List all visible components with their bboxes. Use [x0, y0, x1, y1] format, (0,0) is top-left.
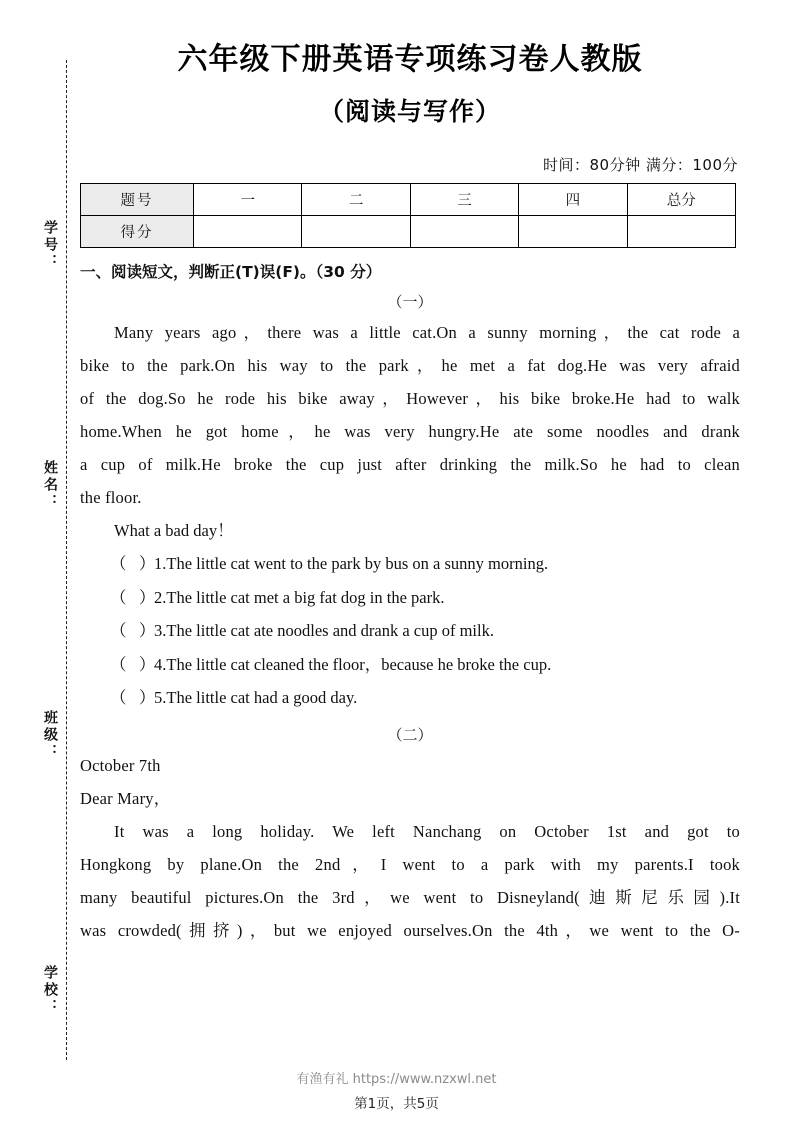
section-one-heading: 一、阅读短文，判断正(T)误(F)。（30 分） — [80, 263, 382, 281]
passage-line: home.When he got home，he was very hungry.He ate some noodles and drank — [80, 422, 740, 441]
page-content — [80, 0, 740, 1122]
passage-line: Many years ago，there was a little cat.On a sunny morning，the cat rode a — [114, 323, 740, 342]
table-row — [81, 184, 736, 216]
score-table-cell: 四 — [519, 184, 627, 216]
question-text: 4.The little cat cleaned the floor，because he broke the cup. — [154, 654, 552, 674]
score-table-cell[interactable] — [519, 216, 627, 248]
letter-line: Hongkong by plane.On the 2nd，I went to a park with my parents.I took — [80, 854, 740, 874]
score-table-cell[interactable] — [194, 216, 302, 248]
letter-line: many beautiful pictures.On the 3rd，we went to Disneyland(迪斯尼乐园).It — [80, 887, 740, 907]
table-row — [81, 216, 736, 248]
list-item — [80, 648, 740, 682]
score-table-row-header: 题号 — [81, 184, 194, 216]
question-text: 2.The little cat met a big fat dog in the park. — [154, 587, 445, 607]
passage-line: the floor. — [80, 488, 142, 507]
list-item — [80, 547, 740, 581]
page-subtitle: （阅读与写作） — [318, 97, 501, 126]
answer-blank-parentheses[interactable]: （ ） — [110, 688, 156, 707]
question-text: 1.The little cat went to the park by bus on a sunny morning. — [154, 554, 549, 573]
binding-dashed-line — [66, 60, 67, 1060]
letter-line: was crowded(拥挤)，but we enjoyed ourselves.On the 4th，we went to the O- — [80, 920, 740, 940]
part-b-label: （二） — [387, 725, 433, 744]
page-title: 六年级下册英语专项练习卷人教版 — [177, 42, 643, 77]
answer-blank-parentheses[interactable]: （ ） — [110, 554, 156, 573]
passage-line: of the dog.So he rode his bike away，However，his bike broke.He had to walk — [80, 389, 740, 408]
score-table-row-header: 得分 — [81, 216, 194, 248]
side-label-class: 班级： — [42, 710, 58, 761]
passage-line: a cup of milk.He broke the cup just after drinking the milk.So he had to clean — [80, 455, 740, 474]
side-label-group — [24, 60, 60, 1060]
question-text: 3.The little cat ate noodles and drank a cup of milk. — [154, 621, 494, 640]
question-text: 5.The little cat had a good day. — [154, 688, 358, 707]
letter-greeting: Dear Mary， — [80, 788, 171, 808]
list-item — [80, 581, 740, 615]
letter-line: It was a long holiday. We left Nanchang on October 1st and got to — [114, 821, 740, 841]
score-table-cell: 一 — [194, 184, 302, 216]
side-label-student-id: 学号： — [42, 220, 58, 271]
answer-blank-parentheses[interactable]: （ ） — [110, 587, 156, 607]
list-item — [80, 614, 740, 648]
part-a-label: （一） — [387, 293, 433, 311]
footer-page-number: 第1页，共5页 — [354, 1096, 439, 1112]
score-table-cell: 二 — [302, 184, 410, 216]
score-table-cell[interactable] — [302, 216, 410, 248]
score-table — [80, 183, 736, 248]
exam-meta: 时间：80分钟 满分：100分 — [543, 156, 738, 174]
footer-watermark: 有渔有礼 https://www.nzxwl.net — [296, 1072, 497, 1087]
list-item — [80, 681, 740, 715]
passage-exclaim: What a bad day！ — [114, 521, 234, 540]
passage-line: bike to the park.On his way to the park，he met a fat dog.He was very afraid — [80, 356, 740, 375]
score-table-cell: 总分 — [627, 184, 735, 216]
letter-date: October 7th — [80, 755, 161, 775]
score-table-cell[interactable] — [627, 216, 735, 248]
answer-blank-parentheses[interactable]: （ ） — [110, 621, 156, 640]
side-label-school: 学校： — [42, 965, 58, 1016]
answer-blank-parentheses[interactable]: （ ） — [110, 654, 156, 674]
score-table-cell[interactable] — [410, 216, 518, 248]
side-label-name: 姓名： — [42, 460, 58, 511]
score-table-cell: 三 — [410, 184, 518, 216]
